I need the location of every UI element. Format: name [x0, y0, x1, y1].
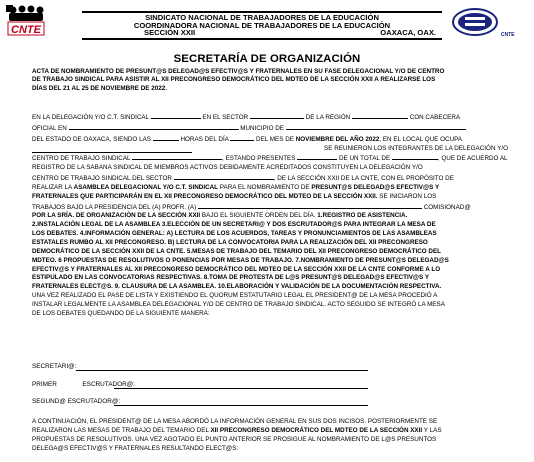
page-title: SECRETARÍA DE ORGANIZACIÓN	[173, 53, 361, 65]
intro-line: ACTA DE NOMBRAMIENTO DE PRESUNT@S DELEGAD@S EFECTIV@S Y FRATERNALES EN SU FASE DELEGACIONAL Y/O DE CENTRO	[32, 68, 445, 75]
body-line: CENTRO DE TRABAJO SINDICAL DEL SECTOR , DE LA SECCIÓN XXII DE LA CNTE, CON EL PROPÓSITO DE	[32, 175, 454, 183]
first-scrutineer-signature-line[interactable]	[114, 388, 368, 389]
body-line: ESTATALES RUMBO AL XII PRECONGRESO. B) LECTURA DE LA CONVOCATORIA PARA LA REALIZACIÓN DEL XII PRECONGRESO	[32, 238, 428, 246]
body-line: ESTIPULADO EN LAS CONVOCATORIAS RESPECTIVAS. 8.TOMA DE PROTESTA DE L@S PRESUNT@S DELEGAD@S EFECTIV@S Y	[32, 274, 430, 282]
body-paragraph	[32, 112, 508, 319]
body-line: TRABAJOS BAJO LA PRESIDENCIA DEL (A) PROFR. (A) COMISIONAD@	[32, 203, 471, 211]
intro-line: DE TRABAJO SINDICAL PARA ASISTIR AL XII PRECONGRESO DEMOCRÁTICO DEL MDTEO DE LA SECCIÓN XXII A REALIZARSE LOS	[32, 76, 436, 84]
body-line: DEMOCRÁTICO DE LA SECCIÓN XXII DE LA CNTE. 5.MESAS DE TRABAJO DEL TEMARIO DEL XII PRECONGRESO DEMOCRÁTICO DEL	[32, 247, 441, 255]
blank-region[interactable]	[352, 112, 408, 119]
body-line: POR LA SRÍA. DE ORGANIZACIÓN DE LA SECCIÓN XXII BAJO EL SIGUIENTE ORDEN DEL DÍA. 1.REGISTRO DE ASISTENCIA.	[32, 212, 408, 220]
blank-sector[interactable]	[250, 112, 304, 119]
blank-total[interactable]	[392, 153, 438, 160]
header-rule-bottom	[82, 38, 442, 40]
blank-municipio[interactable]	[286, 123, 466, 130]
body-line: LOS DEBATES. 4.INFORMACIÓN GENERAL: A) LECTURA DE LOS ACUERDOS, TAREAS Y PRONUNCIAMIENTOS DE LAS ASAMBLEAS	[32, 230, 437, 238]
body-line: EN LA DELEGACIÓN Y/O C.T. SINDICAL EN EL SECTOR DE LA REGIÓN CON CABECERA	[32, 114, 461, 121]
body-line: MDTEO. 6 PROPUESTAS DE RESOLUTIVOS O PONENCIAS POR MESAS DE TRABAJO. 7.NOMBRAMIENTO DE PRESUNT@S DELEGAD@S	[32, 256, 449, 264]
second-scrutineer-signature-line[interactable]	[114, 405, 368, 406]
header-city: OAXACA, OAX.	[380, 28, 436, 37]
body-line: OFICIAL EN MUNICIPIO DE	[32, 123, 508, 134]
blank-delegation[interactable]	[151, 112, 201, 119]
intro-paragraph	[32, 68, 508, 93]
body-line: REALIZAR LA ASAMBLEA DELEGACIONAL Y/O C.T. SINDICAL PARA EL NOMBRAMIENTO DE PRESUNT@S DELEGAD@S EFECTIV@S Y	[32, 183, 440, 191]
cnte-logo-left	[4, 2, 48, 38]
svg-text:CNTE: CNTE	[11, 24, 41, 36]
body-line: 2.INSTALACIÓN LEGAL DE LA ASAMBLEA 3.ELECCIÓN DE UN SECRETARI@ Y DOS ESCRUTADOR@S PARA INTEGRAR LA MESA DE	[32, 221, 436, 229]
blank-local[interactable]	[32, 146, 192, 153]
header-line-2: COORDINADORA NACIONAL DE TRABAJADORES DE LA EDUCACIÓN	[133, 21, 391, 30]
blank-sector-2[interactable]	[174, 173, 274, 180]
intro-line: DÍAS DEL 21 AL 25 DE NOVIEMBRE DE 2022.	[32, 84, 167, 92]
blank-presentes[interactable]	[297, 153, 337, 160]
body-line: EFECTIV@S Y FRATERNALES AL XII PRECONGRESO DEMOCRÁTICO DEL MDTEO DE LA SECCIÓN XXII DE LA CNTE CONFORME A LO	[32, 265, 441, 273]
body-line: REGISTRO DE LA SABANA SINDICAL DE MIEMBROS ACTIVOS DEBIDAMENTE ACREDITADOS CONSTITUYEN LA DELEGACIÓN Y/O	[32, 164, 423, 172]
blank-ct-sindical[interactable]	[132, 153, 222, 160]
blank-cabecera[interactable]	[69, 123, 239, 130]
blank-president[interactable]	[198, 202, 422, 209]
header-line-3	[82, 29, 442, 37]
header-section: SECCIÓN XXII	[144, 28, 196, 37]
closing-line: A CONTINUACIÓN, EL PRESIDENT@ DE LA MESA ABORDÓ LA INFORMACIÓN GENERAL EN SUS DOS INCISOS. POSTERIORMENTE SE	[32, 418, 438, 425]
body-line: CENTRO DE TRABAJO SINDICAL , ESTANDO PRESENTES DE UN TOTAL DE , QUE DE ACUERDO AL	[32, 155, 508, 163]
closing-line: PROPUESTAS DE RESOLUTIVOS. UNA VEZ AGOTADO EL PUNTO ANTERIOR SE PROSIGUE AL NOMBRAMIENTO DE L@S PRESUNTOS	[32, 435, 437, 443]
body-line: INSTALAR LEGALMENTE LA ASAMBLEA DELEGACIONAL Y/O DE CENTRO DE TRABAJO SINDICAL. ACTO SEGUIDO SE INTEGRÓ LA MESA	[32, 300, 445, 308]
body-line: DE LOS DEBATES QUEDANDO DE LA SIGUIENTE MANERA:	[32, 309, 210, 317]
blank-day[interactable]	[230, 134, 254, 141]
secretary-label: SECRETARI@:	[32, 363, 77, 370]
first-scrutineer-label: PRIMER ESCRUTADOR@:	[32, 381, 135, 388]
body-line: UNA VEZ REALIZADO EL PASE DE LISTA Y EXISTIENDO EL QUORUM ESTATUTARIO LEGAL EL PRESIDENT@ DE LA MESA PROCEDIÓ A	[32, 292, 438, 300]
blank-hours[interactable]	[153, 134, 179, 141]
body-line: FRATERNALES QUE PARTICIPARÁN EN EL XII PRECONGRESO DEMOCRÁTICO DEL MDTEO DE LA SECCIÓN XXII. SE INICIARON LOS	[32, 192, 437, 200]
secretary-signature-line[interactable]	[76, 370, 368, 371]
cnte-logo-right	[443, 6, 531, 40]
body-line: DEL ESTADO DE OAXACA, SIENDO LAS HORAS DEL DÍA DEL MES DE NOVIEMBRE DEL AÑO 2022, EN EL LOCAL QUE OCUPA	[32, 135, 463, 143]
svg-text:CNTE: CNTE	[501, 32, 515, 38]
closing-line: DELEGA@S EFECTIV@S Y FRATERNALES RESULTANDO ELECT@S:	[32, 444, 239, 452]
body-line: SE REUNIERON LOS INTEGRANTES DE LA DELEGACIÓN Y/O	[32, 145, 508, 154]
header-line-1: SINDICATO NACIONAL DE TRABAJADORES DE LA EDUCACIÓN	[145, 13, 379, 22]
body-line: FRATERNALES ELECT@S. 9. CLAUSURA DE LA ASAMBLEA. 10.ELABORACIÓN Y VALIDACIÓN DE LA DOCUMENTACIÓN RESPECTIVA.	[32, 283, 442, 291]
second-scrutineer-label: SEGUND@ ESCRUTADOR@:	[32, 398, 121, 405]
closing-paragraph	[32, 418, 508, 453]
closing-line: REALIZARON LAS MESAS DE TRABAJO DEL TEMARIO DEL XII PRECONGRESO DEMOCRÁTICO DEL MDTEO DE LA SECCIÓN XXII Y LAS	[32, 426, 442, 434]
